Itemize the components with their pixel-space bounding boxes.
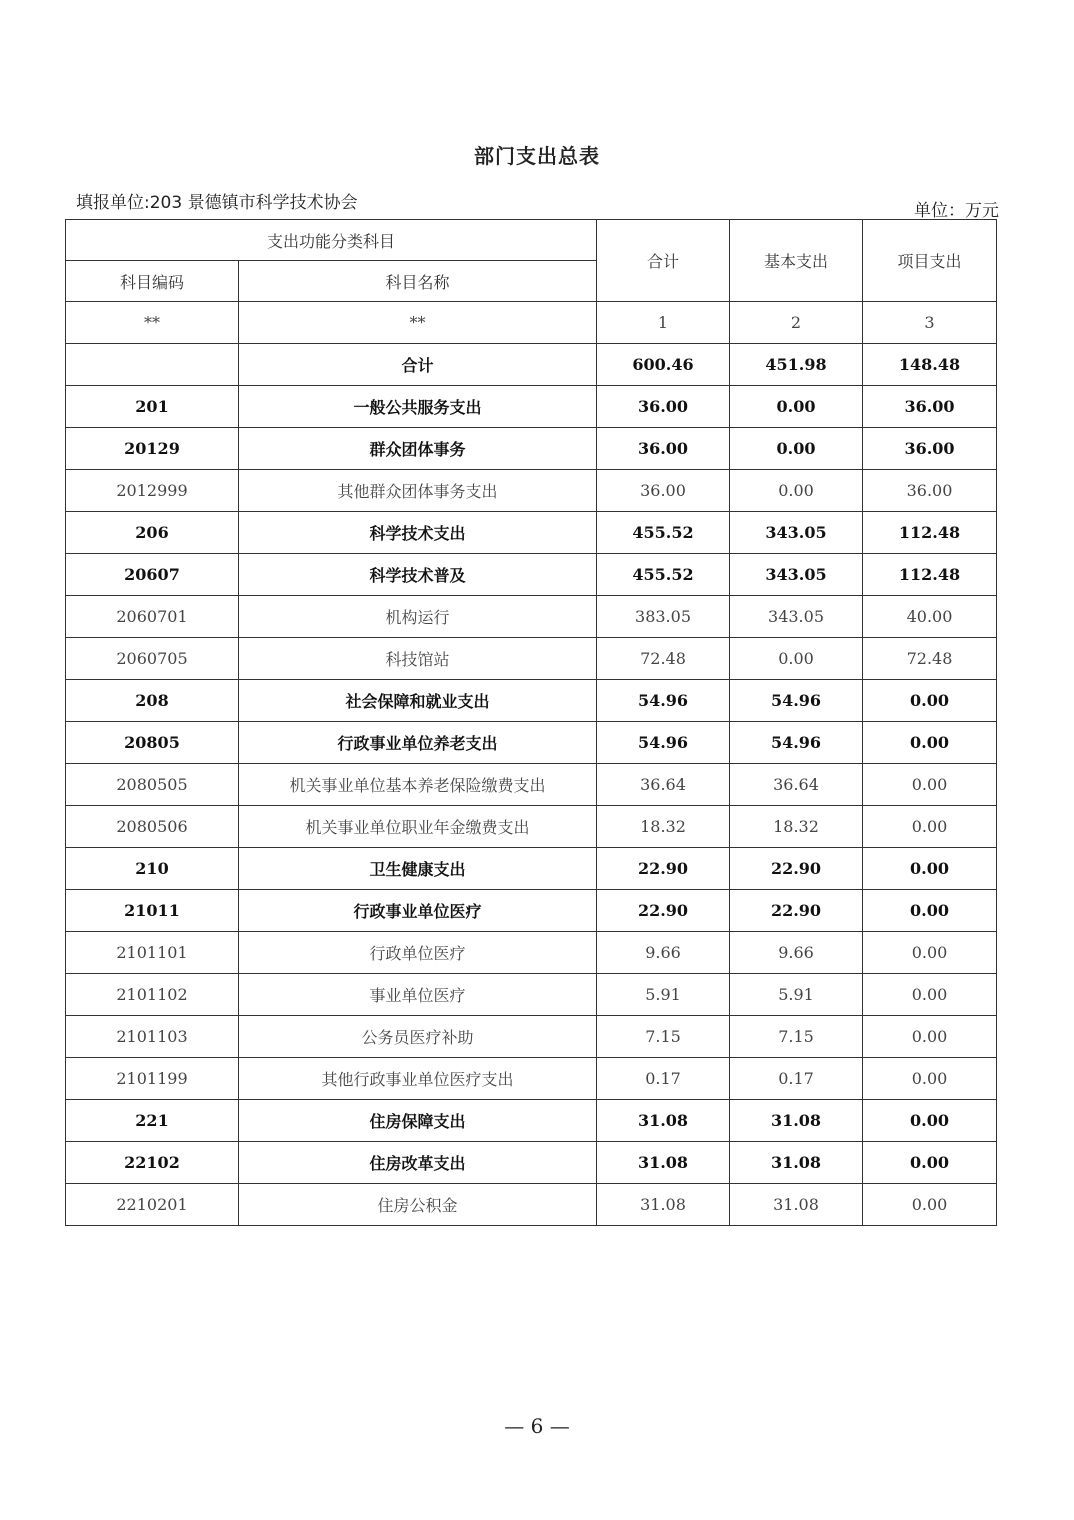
table-row [66,428,997,470]
table-row [66,680,997,722]
index-cell: 3 [863,302,997,344]
header-total: 合计 [597,220,730,302]
name-cell: 科技馆站 [239,638,597,680]
project-cell: 112.48 [863,512,997,554]
header-name: 科目名称 [239,261,597,302]
total-cell: 22.90 [597,848,730,890]
code-cell: 2080505 [66,764,239,806]
total-cell: 31.08 [597,1184,730,1226]
table-row [66,386,997,428]
name-cell: 社会保障和就业支出 [239,680,597,722]
name-cell: 事业单位医疗 [239,974,597,1016]
name-cell: 科学技术支出 [239,512,597,554]
table-row [66,974,997,1016]
total-cell: 600.46 [597,344,730,386]
project-cell: 0.00 [863,806,997,848]
project-cell: 0.00 [863,848,997,890]
name-cell: 合计 [239,344,597,386]
basic-cell: 0.00 [730,428,863,470]
table-row [66,1142,997,1184]
project-cell: 0.00 [863,1016,997,1058]
basic-cell: 31.08 [730,1100,863,1142]
table-row [66,638,997,680]
table-row [66,890,997,932]
header-group: 支出功能分类科目 [66,220,597,261]
total-cell: 54.96 [597,722,730,764]
basic-cell: 31.08 [730,1184,863,1226]
name-cell: 卫生健康支出 [239,848,597,890]
basic-cell: 54.96 [730,722,863,764]
project-cell: 36.00 [863,470,997,512]
total-cell: 9.66 [597,932,730,974]
basic-cell: 31.08 [730,1142,863,1184]
total-cell: 7.15 [597,1016,730,1058]
page-number: — 6 — [504,1414,570,1438]
code-cell: 22102 [66,1142,239,1184]
index-cell: ** [66,302,239,344]
table-row [66,806,997,848]
header-code: 科目编码 [66,261,239,302]
project-cell: 148.48 [863,344,997,386]
project-cell: 72.48 [863,638,997,680]
name-cell: 行政事业单位养老支出 [239,722,597,764]
index-cell: ** [239,302,597,344]
name-cell: 住房保障支出 [239,1100,597,1142]
project-cell: 112.48 [863,554,997,596]
name-cell: 行政事业单位医疗 [239,890,597,932]
project-cell: 0.00 [863,1058,997,1100]
total-cell: 36.00 [597,470,730,512]
table-row [66,1184,997,1226]
basic-cell: 0.00 [730,638,863,680]
total-cell: 54.96 [597,680,730,722]
total-cell: 455.52 [597,512,730,554]
table-row [66,596,997,638]
basic-cell: 36.64 [730,764,863,806]
total-cell: 31.08 [597,1142,730,1184]
table-row [66,1100,997,1142]
table-row [66,1016,997,1058]
code-cell: 2060705 [66,638,239,680]
basic-cell: 5.91 [730,974,863,1016]
total-cell: 18.32 [597,806,730,848]
name-cell: 科学技术普及 [239,554,597,596]
table-row [66,512,997,554]
total-cell: 72.48 [597,638,730,680]
expenditure-table [65,219,997,1226]
name-cell: 一般公共服务支出 [239,386,597,428]
code-cell: 2060701 [66,596,239,638]
project-cell: 0.00 [863,974,997,1016]
code-cell [66,344,239,386]
basic-cell: 18.32 [730,806,863,848]
total-cell: 383.05 [597,596,730,638]
total-cell: 455.52 [597,554,730,596]
basic-cell: 0.17 [730,1058,863,1100]
basic-cell: 0.00 [730,470,863,512]
code-cell: 2101199 [66,1058,239,1100]
basic-cell: 343.05 [730,554,863,596]
name-cell: 住房公积金 [239,1184,597,1226]
total-cell: 36.00 [597,428,730,470]
header-row-1 [66,220,997,261]
total-cell: 36.64 [597,764,730,806]
project-cell: 36.00 [863,428,997,470]
basic-cell: 22.90 [730,848,863,890]
name-cell: 公务员医疗补助 [239,1016,597,1058]
project-cell: 36.00 [863,386,997,428]
name-cell: 机关事业单位职业年金缴费支出 [239,806,597,848]
total-cell: 22.90 [597,890,730,932]
table-row [66,1058,997,1100]
code-cell: 20805 [66,722,239,764]
index-cell: 2 [730,302,863,344]
index-row [66,302,997,344]
name-cell: 其他行政事业单位医疗支出 [239,1058,597,1100]
page-title: 部门支出总表 [474,144,600,168]
project-cell: 0.00 [863,932,997,974]
table-row [66,554,997,596]
basic-cell: 451.98 [730,344,863,386]
total-cell: 5.91 [597,974,730,1016]
code-cell: 210 [66,848,239,890]
code-cell: 2080506 [66,806,239,848]
code-cell: 2101102 [66,974,239,1016]
project-cell: 0.00 [863,722,997,764]
project-cell: 40.00 [863,596,997,638]
code-cell: 206 [66,512,239,554]
header-basic: 基本支出 [730,220,863,302]
code-cell: 21011 [66,890,239,932]
name-cell: 行政单位医疗 [239,932,597,974]
basic-cell: 22.90 [730,890,863,932]
basic-cell: 0.00 [730,386,863,428]
basic-cell: 7.15 [730,1016,863,1058]
project-cell: 0.00 [863,890,997,932]
code-cell: 221 [66,1100,239,1142]
basic-cell: 343.05 [730,512,863,554]
code-cell: 20129 [66,428,239,470]
code-cell: 20607 [66,554,239,596]
filler-unit-label: 填报单位:203 景德镇市科学技术协会 [76,193,358,213]
project-cell: 0.00 [863,680,997,722]
table-row [66,764,997,806]
table-row [66,722,997,764]
name-cell: 机关事业单位基本养老保险缴费支出 [239,764,597,806]
basic-cell: 343.05 [730,596,863,638]
header-project: 项目支出 [863,220,997,302]
code-cell: 2210201 [66,1184,239,1226]
table-row [66,344,997,386]
code-cell: 2012999 [66,470,239,512]
code-cell: 201 [66,386,239,428]
total-cell: 36.00 [597,386,730,428]
index-cell: 1 [597,302,730,344]
name-cell: 住房改革支出 [239,1142,597,1184]
name-cell: 机构运行 [239,596,597,638]
project-cell: 0.00 [863,1100,997,1142]
table-row [66,470,997,512]
table-row [66,932,997,974]
name-cell: 其他群众团体事务支出 [239,470,597,512]
basic-cell: 9.66 [730,932,863,974]
total-cell: 0.17 [597,1058,730,1100]
code-cell: 2101103 [66,1016,239,1058]
basic-cell: 54.96 [730,680,863,722]
code-cell: 2101101 [66,932,239,974]
name-cell: 群众团体事务 [239,428,597,470]
project-cell: 0.00 [863,1142,997,1184]
total-cell: 31.08 [597,1100,730,1142]
project-cell: 0.00 [863,1184,997,1226]
unit-label: 单位：万元 [914,201,999,221]
project-cell: 0.00 [863,764,997,806]
table-row [66,848,997,890]
code-cell: 208 [66,680,239,722]
